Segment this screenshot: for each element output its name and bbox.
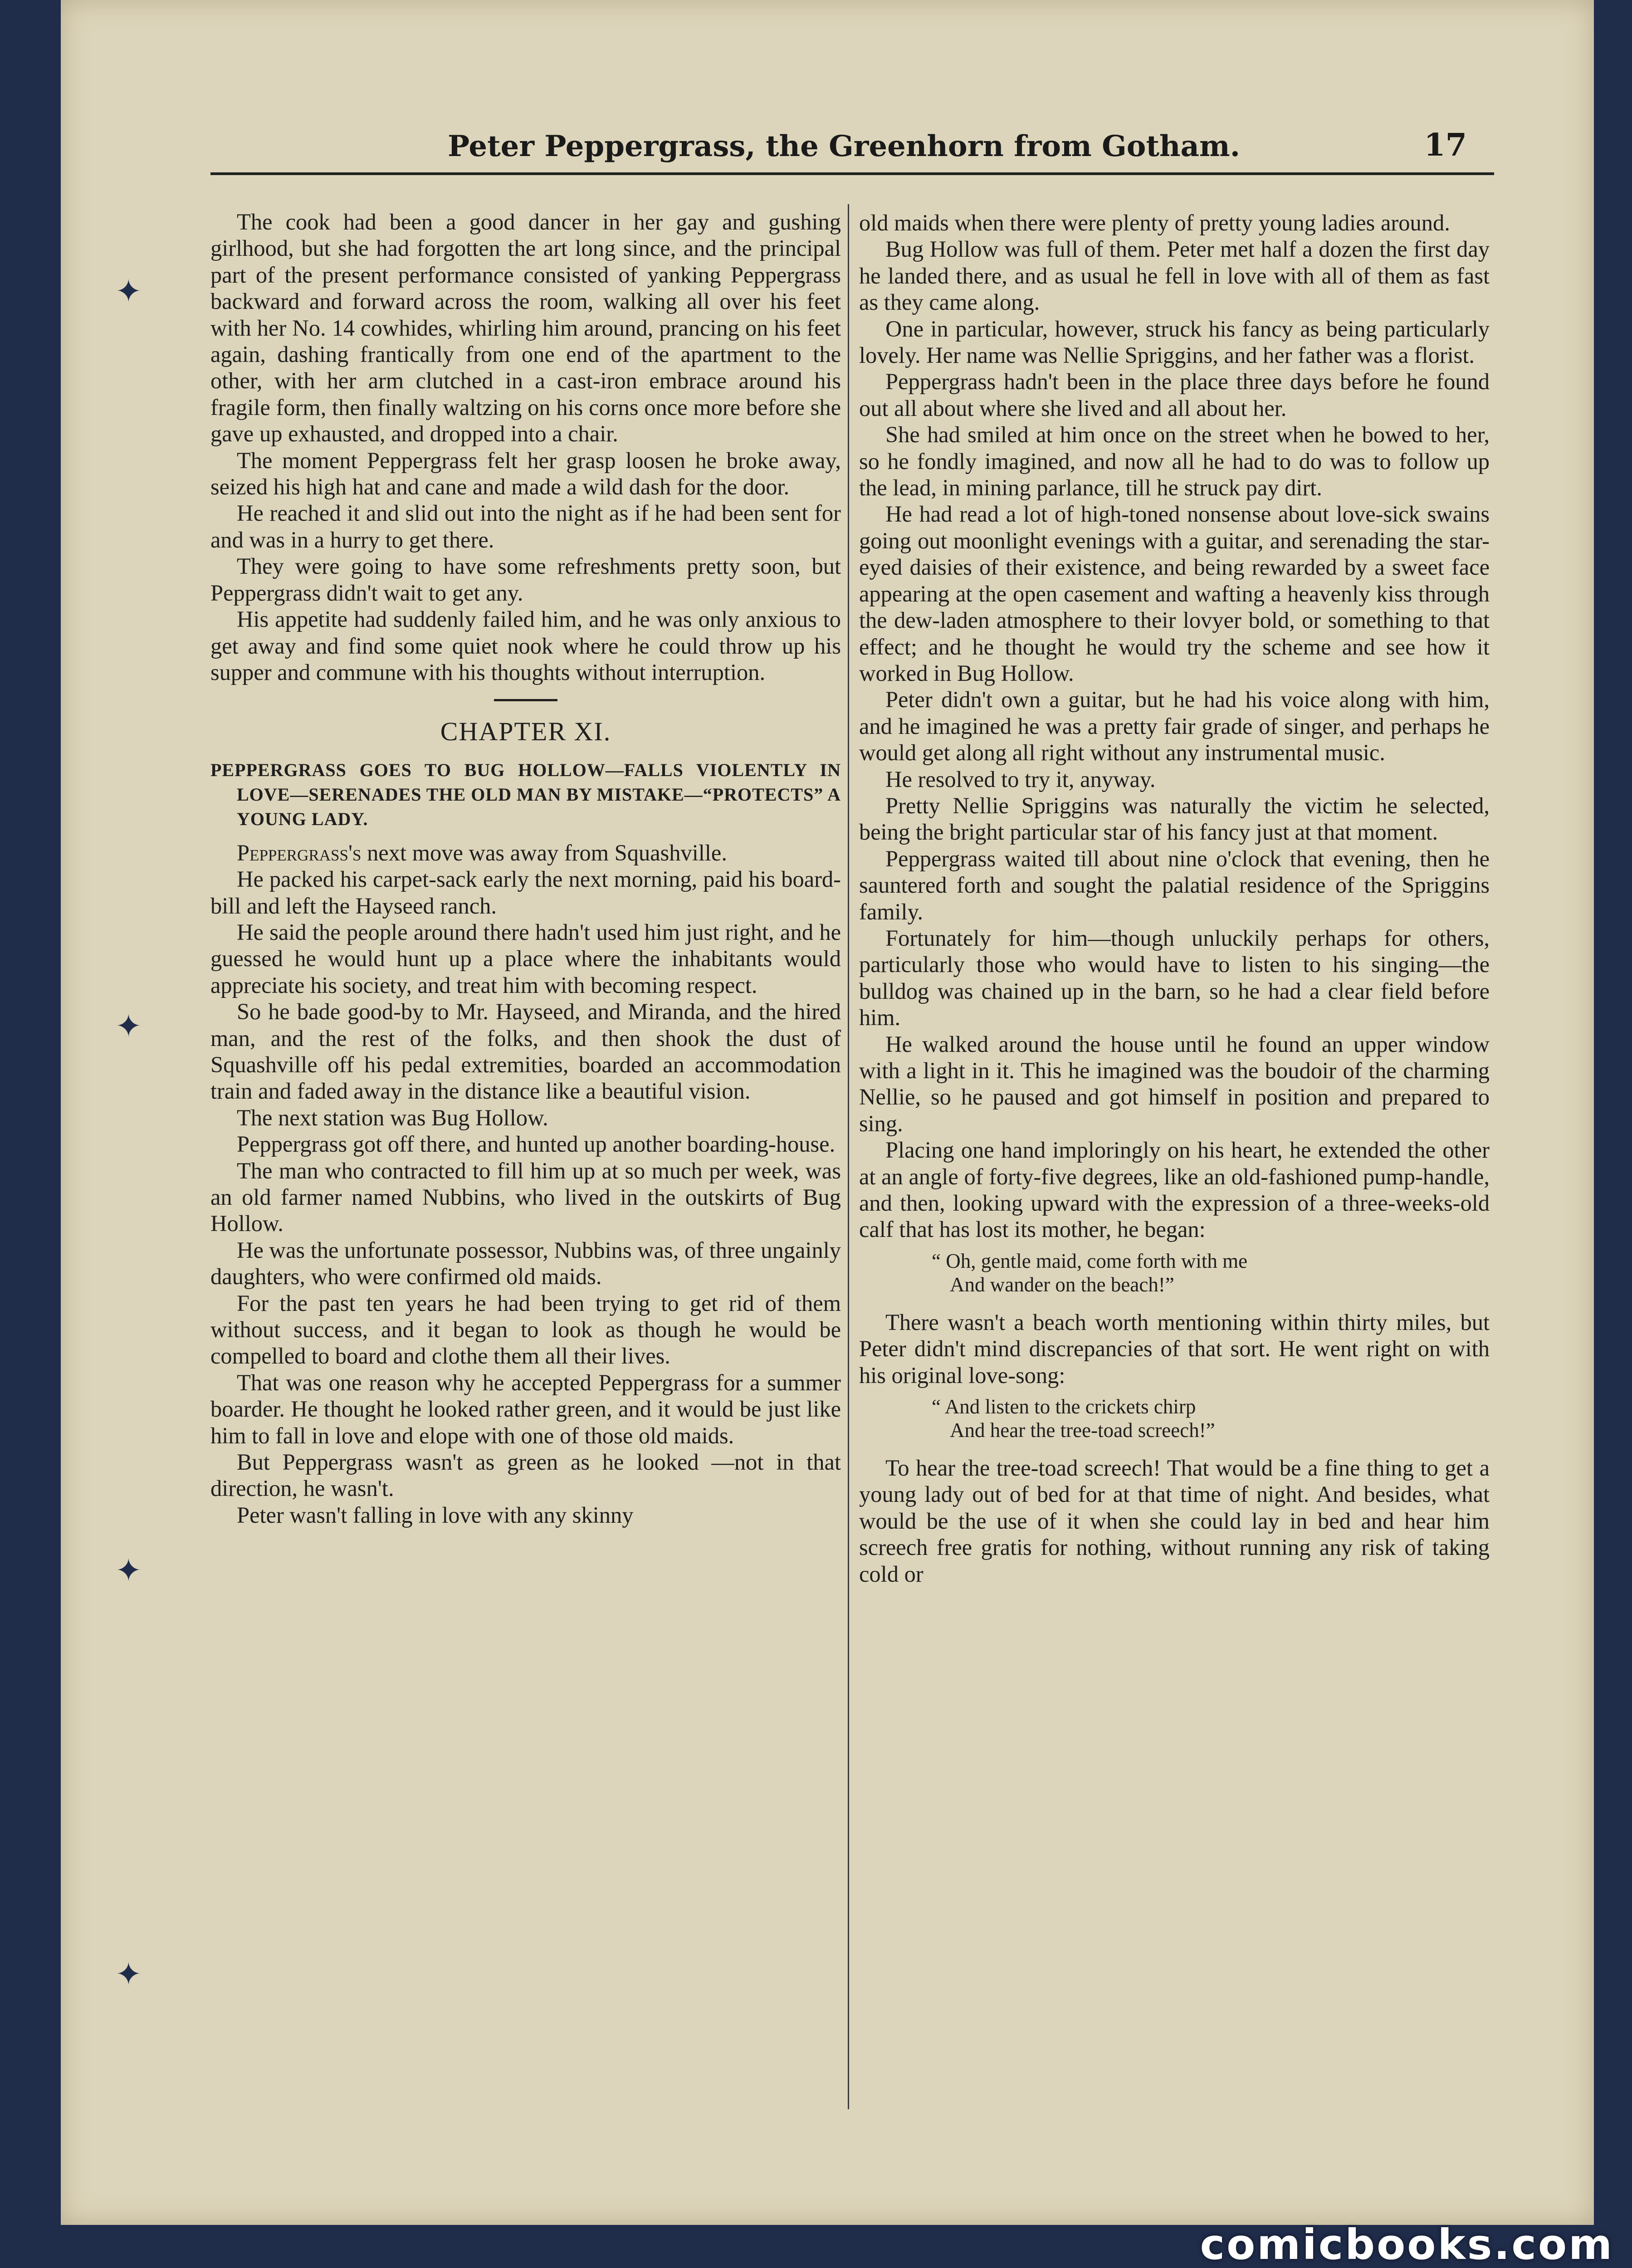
chapter-lead-word: Peppergrass's	[237, 840, 362, 865]
verse-quote	[859, 1395, 1490, 1442]
paragraph: The man who contracted to fill him up at so much per week, was an old farmer named Nubbins, who lived in the outskirts of Bug Hollow.	[210, 1158, 841, 1237]
paragraph: His appetite had suddenly failed him, and he was only anxious to get away and find some quiet nook where he could throw up his supper and commune with his thoughts without interruption.	[210, 606, 841, 685]
left-column	[210, 209, 841, 1528]
paragraph: For the past ten years he had been trying to get rid of them without success, and it began to look as though he would be compelled to board and clothe them all their lives.	[210, 1290, 841, 1369]
page-number: 17	[1424, 127, 1467, 163]
binding-notch-mark: ✦	[115, 273, 142, 310]
paragraph: The moment Peppergrass felt her grasp loosen he broke away, seized his high hat and cane and made a wild dash for the door.	[210, 447, 841, 500]
chapter-opening-paragraph	[210, 840, 841, 866]
column-divider	[848, 204, 849, 2109]
paragraph: Peppergrass got off there, and hunted up another boarding-house.	[237, 1131, 836, 1157]
chapter-title: CHAPTER XI.	[440, 717, 611, 747]
binding-notch-mark: ✦	[115, 1955, 142, 1993]
verse-quote	[859, 1249, 1490, 1296]
paragraph: But Peppergrass wasn't as green as he looked —not in that direction, he wasn't.	[210, 1449, 841, 1501]
chapter-lead-rest: next move was away from Squashville.	[361, 840, 727, 865]
paragraph: The next station was Bug Hollow.	[237, 1105, 548, 1130]
paragraph: Peppergrass waited till about nine o'clock that evening, then he sauntered forth and sought the palatial residence of the Spriggins family.	[859, 846, 1490, 924]
running-header	[210, 122, 1494, 175]
book-page	[61, 0, 1594, 2225]
site-watermark: comicbooks.com	[1200, 2220, 1614, 2268]
binding-notch-mark: ✦	[115, 1552, 142, 1589]
paragraph: That was one reason why he accepted Peppergrass for a summer boarder. He thought he looked rather green, and it would be just like him to fall in love and elope with one of those old maids.	[210, 1369, 841, 1448]
paragraph: He packed his carpet-sack early the next morning, paid his board-bill and left the Hayseed ranch.	[210, 866, 841, 919]
paragraph: Placing one hand imploringly on his heart, he extended the other at an angle of forty-five degrees, like an old-fashioned pump-handle, and then, looking upward with the expression of a three-weeks-old calf that has lost its mother, he began:	[859, 1137, 1490, 1242]
right-column	[859, 210, 1490, 1587]
paragraph: He said the people around there hadn't used him just right, and he guessed he would hunt up a place where the inhabitants would appreciate his society, and treat him with becoming respect.	[210, 919, 841, 998]
section-rule	[494, 699, 557, 701]
paragraph: He reached it and slid out into the night as if he had been sent for and was in a hurry to get there.	[210, 500, 841, 552]
paragraph: There wasn't a beach worth mentioning within thirty miles, but Peter didn't mind discrepancies of that sort. He went right on with his original love-song:	[859, 1309, 1490, 1388]
running-title: Peter Peppergrass, the Greenhorn from Gotham.	[447, 129, 1240, 163]
paragraph: old maids when there were plenty of pretty young ladies around.	[859, 210, 1450, 235]
verse-line: “ Oh, gentle maid, come forth with me	[932, 1249, 1248, 1272]
paragraph: The cook had been a good dancer in her gay and gushing girlhood, but she had forgotten the art long since, and the principal part of the present performance consisted of yanking Peppergrass backward and forward across the room, walking all over his feet with her No. 14 cowhides, whirling him around, prancing on his feet again, dashing frantically from one end of the apartment to the other, with her arm clutched in a cast-iron embrace around his fragile form, then finally waltzing on his corns once more before she gave up exhausted, and dropped into a chair.	[210, 209, 841, 447]
paragraph: One in particular, however, struck his fancy as being particularly lovely. Her name was Nellie Spriggins, and her father was a florist.	[859, 316, 1490, 368]
binding-notch-mark: ✦	[115, 1007, 142, 1045]
verse-line: “ And listen to the crickets chirp	[932, 1395, 1196, 1418]
paragraph: He was the unfortunate possessor, Nubbins was, of three ungainly daughters, who were confirmed old maids.	[210, 1237, 841, 1290]
verse-line: And hear the tree-toad screech!”	[950, 1419, 1215, 1442]
paragraph: Peter didn't own a guitar, but he had his voice along with him, and he imagined he was a pretty fair grade of singer, and perhaps he would get along all right without any instrumental music.	[859, 687, 1490, 766]
paragraph: They were going to have some refreshments pretty soon, but Peppergrass didn't wait to get any.	[210, 553, 841, 606]
verse-line: And wander on the beach!”	[950, 1273, 1174, 1296]
paragraph: Peter wasn't falling in love with any skinny	[237, 1502, 634, 1528]
paragraph: Peppergrass hadn't been in the place three days before he found out all about where she lived and all about her.	[859, 369, 1490, 421]
paragraph: To hear the tree-toad screech! That would be a fine thing to get a young lady out of bed for at that time of night. And besides, what would be the use of it when she could lay in bed and hear him screech free gratis for nothing, without running any risk of taking cold or	[859, 1455, 1490, 1587]
chapter-synopsis: PEPPERGRASS GOES TO BUG HOLLOW—FALLS VIOLENTLY IN LOVE—SERENADES THE OLD MAN BY MISTAKE—“PROTECTS” A YOUNG LADY.	[210, 759, 841, 829]
paragraph: He resolved to try it, anyway.	[885, 766, 1156, 792]
paragraph: Bug Hollow was full of them. Peter met half a dozen the first day he landed there, and as usual he fell in love with all of them as fast as they came along.	[859, 236, 1490, 315]
paragraph: So he bade good-by to Mr. Hayseed, and Miranda, and the hired man, and the rest of the folks, and then shook the dust of Squashville off his pedal extremities, boarded an accommodation train and faded away in the distance like a beautiful vision.	[210, 999, 841, 1104]
paragraph: Fortunately for him—though unluckily perhaps for others, particularly those who would have to listen to his singing—the bulldog was chained up in the barn, so he had a clear field before him.	[859, 925, 1490, 1031]
paragraph: Pretty Nellie Spriggins was naturally the victim he selected, being the bright particular star of his fancy just at that moment.	[859, 792, 1490, 845]
paragraph: She had smiled at him once on the street when he bowed to her, so he fondly imagined, and now all he had to do was to follow up the lead, in mining parlance, till he struck pay dirt.	[859, 422, 1490, 501]
paragraph: He had read a lot of high-toned nonsense about love-sick swains going out moonlight evenings with a guitar, and serenading the star-eyed daisies of their existence, and being rewarded by a sweet face appearing at the open casement and wafting a heavenly kiss through the dew-laden atmosphere to their lovyer bold, or something to that effect; and he thought he would try the scheme and see how it worked in Bug Hollow.	[859, 501, 1490, 686]
paragraph: He walked around the house until he found an upper window with a light in it. This he imagined was the boudoir of the charming Nellie, so he paused and got himself in position and prepared to sing.	[859, 1031, 1490, 1136]
